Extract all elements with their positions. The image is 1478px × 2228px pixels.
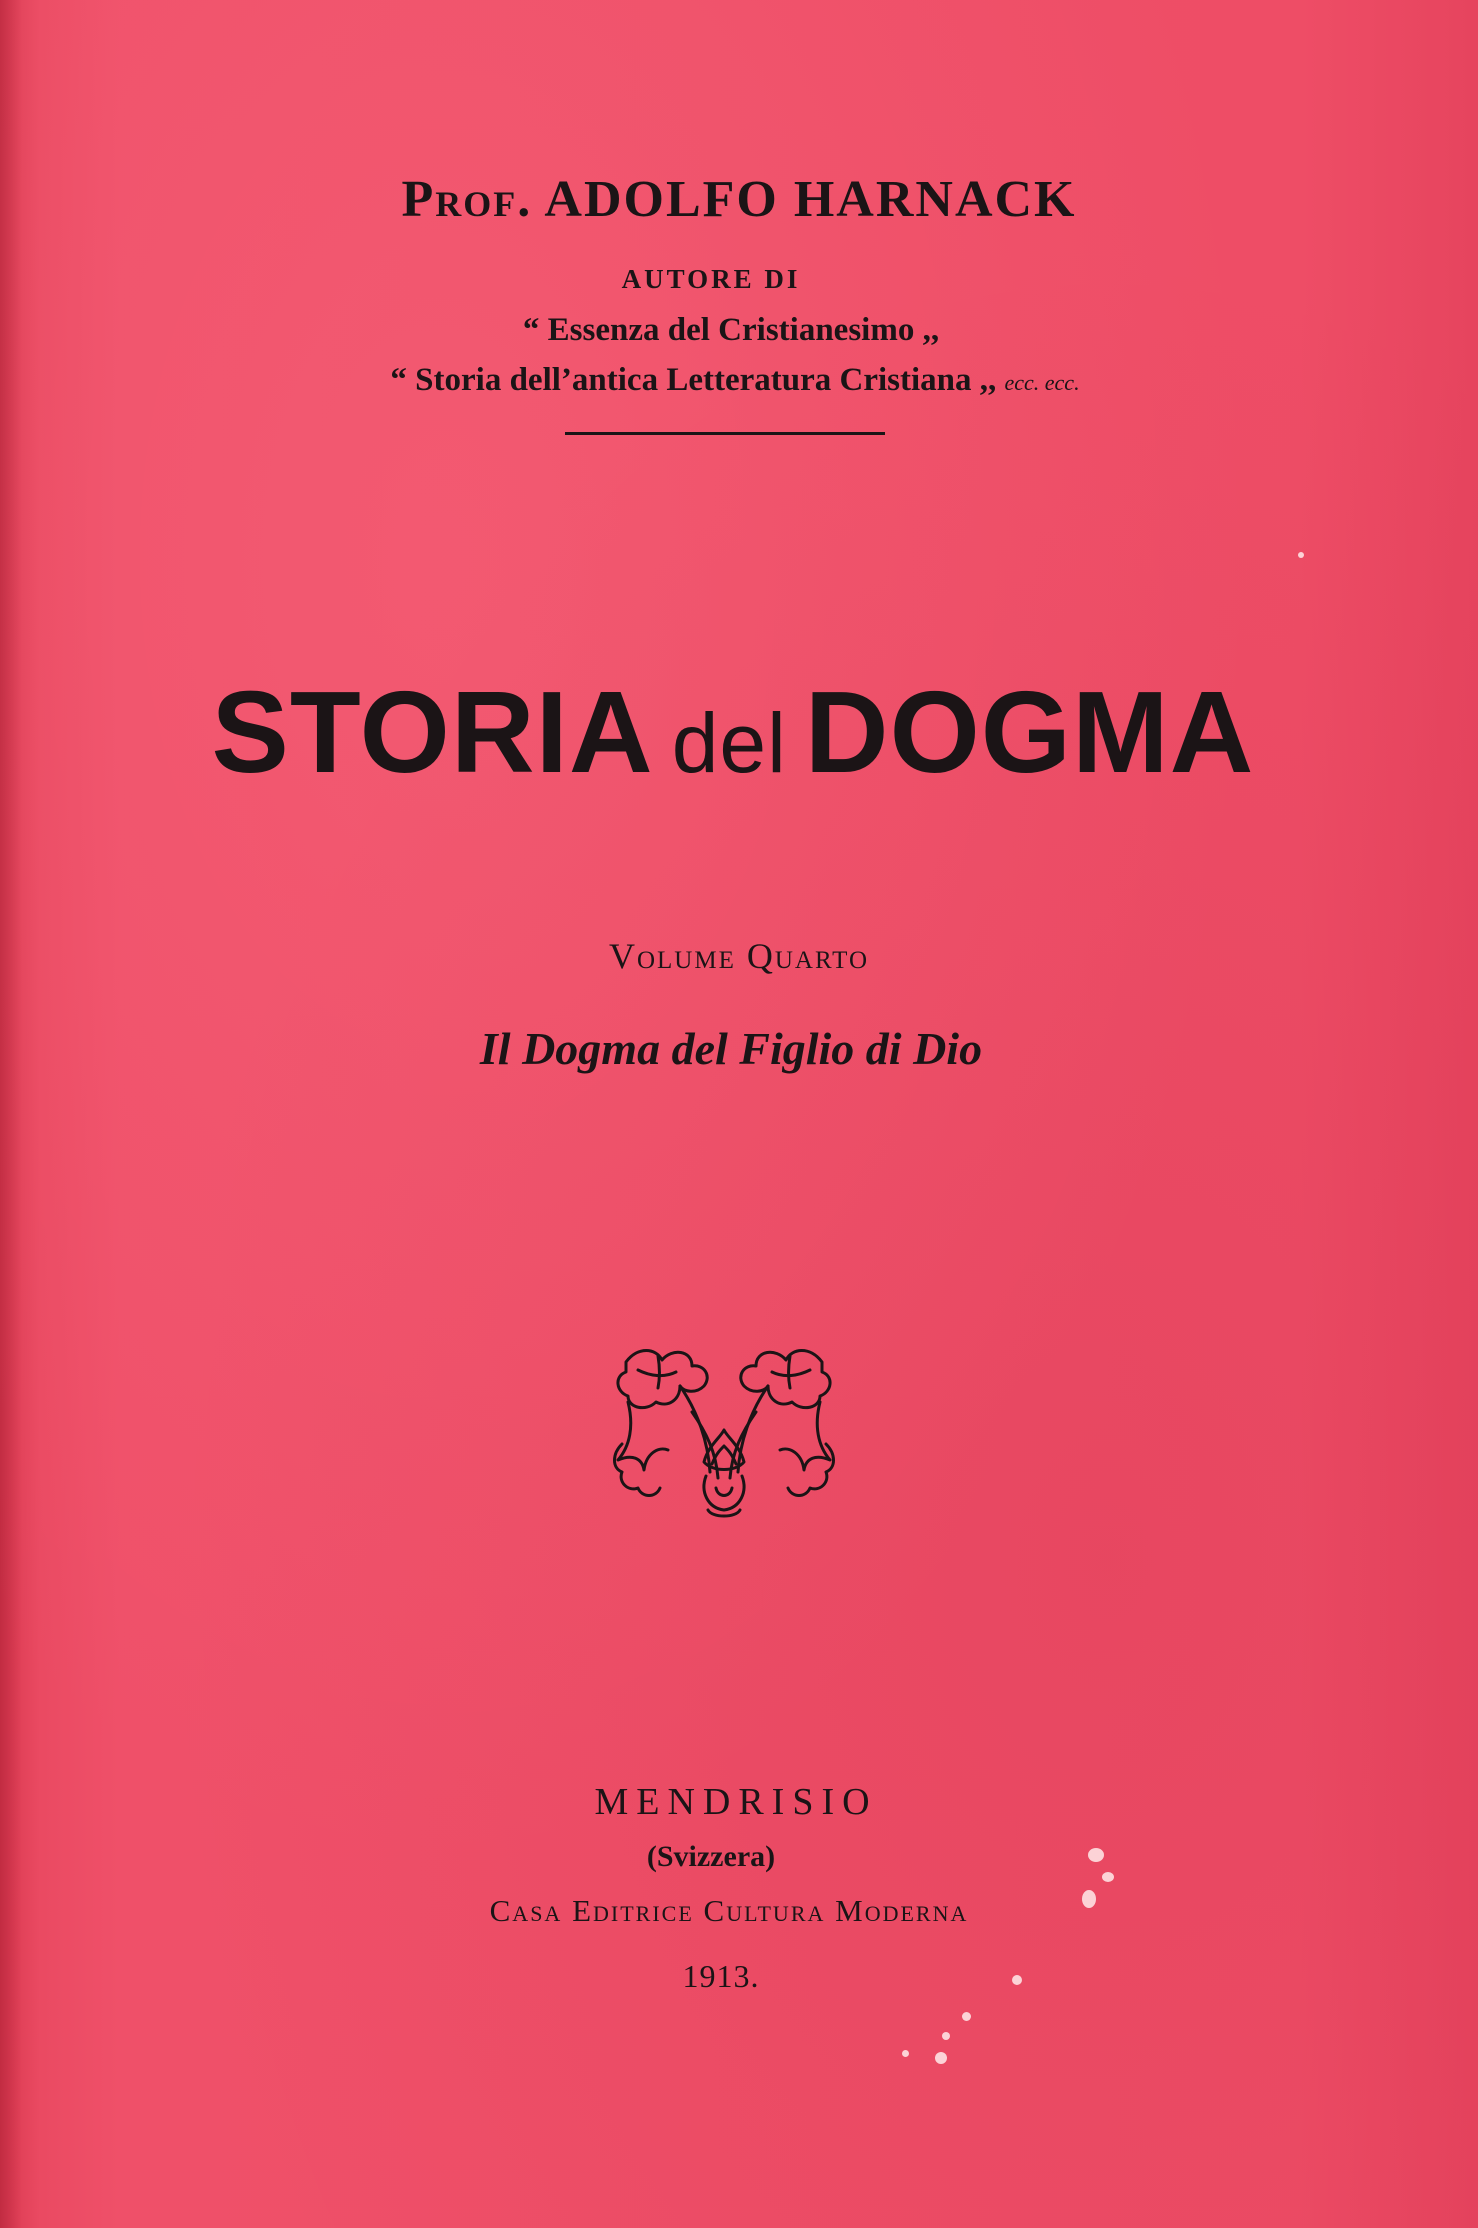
imprint-publisher: Casa Editrice Cultura Moderna <box>489 1893 969 1928</box>
title-part-3: DOGMA <box>804 667 1255 797</box>
imprint-city: MENDRISIO <box>594 1781 878 1823</box>
wear-spot <box>1102 1872 1114 1882</box>
wear-spot <box>1298 552 1304 558</box>
title-part-2: del <box>671 696 787 790</box>
wear-spot <box>1012 1975 1022 1985</box>
author-line <box>0 170 1478 229</box>
previous-work-2-title: “ Storia dell’antica Letteratura Cristiana ,, <box>390 362 997 398</box>
title-part-1: STORIA <box>211 667 654 797</box>
previous-work-2 <box>0 362 1474 399</box>
book-title <box>0 665 1472 799</box>
wear-spot <box>1088 1848 1104 1862</box>
author-name: ADOLFO HARNACK <box>544 171 1077 228</box>
wear-spot <box>962 2012 971 2021</box>
wear-spot <box>942 2032 950 2040</box>
imprint-year: 1913. <box>682 1958 760 1994</box>
previous-work-1: “ Essenza del Cristianesimo ,, <box>522 312 940 348</box>
volume-subtitle: Il Dogma del Figlio di Dio <box>479 1023 983 1074</box>
divider-rule <box>565 432 885 435</box>
wear-spot <box>935 2052 947 2064</box>
etc-label: ecc. ecc. <box>1004 370 1080 395</box>
author-prefix: Prof. <box>401 171 533 228</box>
author-of-label: AUTORE DI <box>621 264 801 294</box>
volume-label: Volume Quarto <box>608 936 870 976</box>
imprint-country: (Svizzera) <box>646 1840 776 1873</box>
floral-vignette-icon <box>608 1342 840 1522</box>
wear-spot <box>1082 1890 1096 1908</box>
wear-spot <box>902 2050 909 2057</box>
